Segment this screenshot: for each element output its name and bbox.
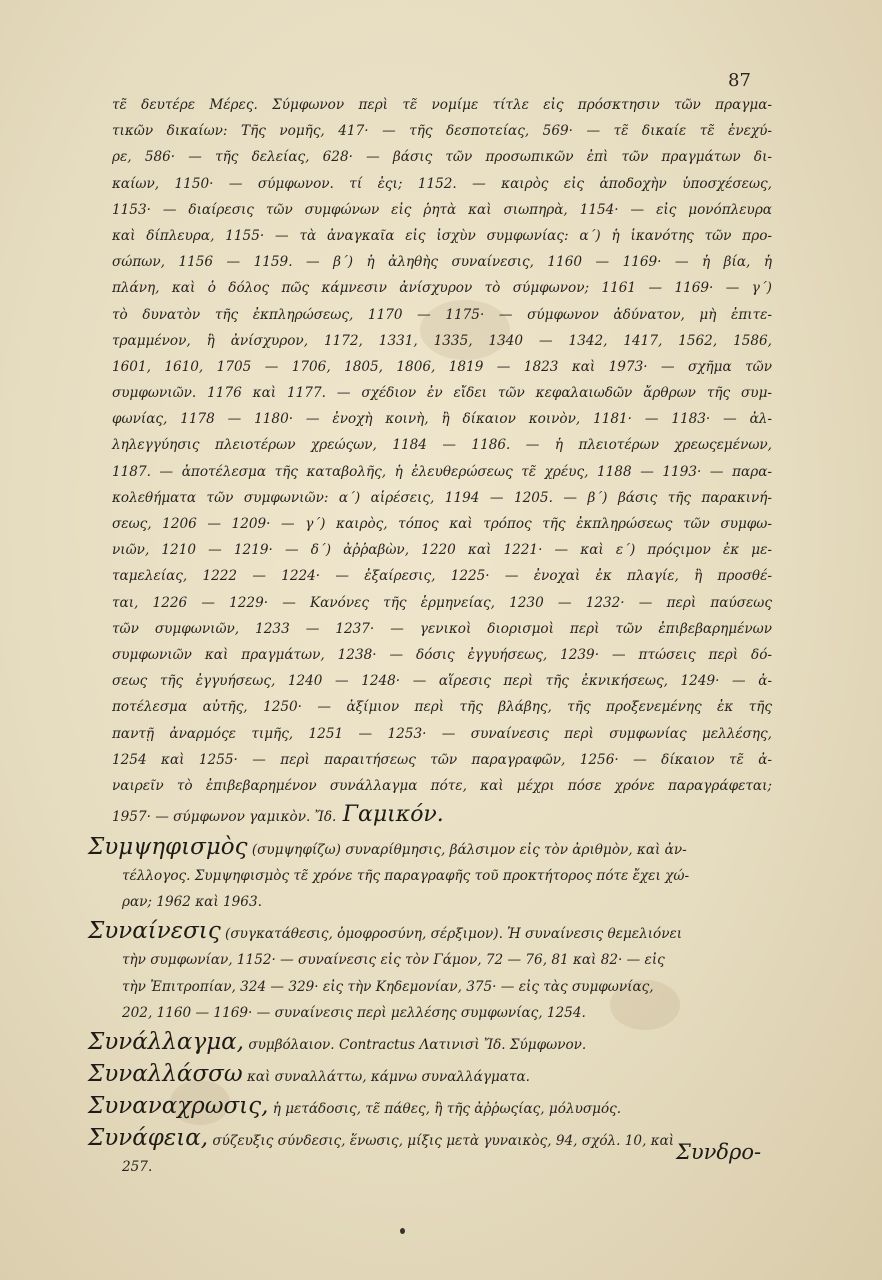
entry-line [88,1026,772,1058]
entry-continuation-line: τὴν Ἐπιτροπίαν, 324 — 329· εἰς τὴν Κηδεμονίαν, 375· — εἰς τὰς συμφωνίας, [122,978,654,995]
entry-line [88,1058,772,1090]
text-line: πλάνη, καὶ ὁ δόλος πῶς κάμνεσιν ἀνίσχυρον τὸ σύμφωνον; 1161 — 1169· — γ´) [112,280,772,297]
entry-line [88,915,772,947]
text-line: φωνίας, 1178 — 1180· — ἐνοχὴ κοινὴ, ἢ δίκαιον κοινὸν, 1181· — 1183· — ἀλ- [112,411,772,428]
text-line: συμφωνιῶν καὶ πραγμάτων, 1238· — δόσις ἐγγυήσεως, 1239· — πτώσεις περὶ δό- [112,646,772,663]
text-line: 1601, 1610, 1705 — 1706, 1805, 1806, 1819 — 1823 καὶ 1973· — σχῆμα τῶν [112,358,772,375]
gamikon-crossref: Γαμικόν. [342,802,444,828]
entry-line [88,831,772,863]
text-line: τὸ δυνατὸν τῆς ἐκπληρώσεως, 1170 — 1175· — σύμφωνον ἀδύνατον, μὴ ἐπιτε- [112,306,772,323]
entry-continuation-line: 202, 1160 — 1169· — συναίνεσις περὶ μελλέσης συμφωνίας, 1254. [122,1004,586,1021]
entry-headword: Συνάφεια, [88,1125,209,1151]
entry-definition: (συγκατάθεσις, ὁμοφροσύνη, σέρξιμον). Ἡ συναίνεσις θεμελιόνει [225,926,683,943]
text-line: τε̃ δευτέρε Μέρες. Σύμφωνον περὶ τε̃ νομίμε τίτλε εἰς πρόσκτησιν τῶν πραγμα- [112,97,772,113]
page-number: 87 [728,70,751,91]
entries-list [88,831,772,1180]
text-line: τικῶν δικαίων: Τῆς νομῆς, 417· — τῆς δεσποτείας, 569· — τε̃ δικαίε τε̃ ἐνεχύ- [112,123,772,140]
entry-headword: Συνάλλαγμα, [88,1029,244,1055]
entry-continuation-line: 257. [122,1159,153,1175]
entry-line [88,1090,772,1122]
text-line: 1187. — ἀποτέλεσμα τῆς καταβολῆς, ἡ ἐλευθερώσεως τε̃ χρέυς, 1188 — 1193· — παρα- [112,463,772,480]
entry-definition: ἡ μετάδοσις, τε̃ πάθες, ἢ τῆς ἀῤῥωςίας, μόλυσμός. [272,1101,622,1117]
gamikon-line [112,799,772,831]
entry-headword: Συναλλάσσω [88,1061,243,1087]
entry-continuation-line: τὴν συμφωνίαν, 1152· — συναίνεσις εἰς τὸν Γάμον, 72 — 76, 81 καὶ 82· — εἰς [122,952,665,969]
continued-entry [112,92,772,799]
text-line: τραμμένον, ἢ ἀνίσχυρον, 1172, 1331, 1335, 1340 — 1342, 1417, 1562, 1586, [112,332,772,349]
ink-dot [400,1228,405,1234]
entry-definition: σύζευξις σύνδεσις, ἕνωσις, μίξις μετὰ γυναικὸς, 94, σχόλ. 10, καὶ [212,1133,675,1149]
entry-definition: συμβόλαιον. Contractus Λατινισὶ Ἴδ. Σύμφωνον. [248,1037,587,1053]
text-line: ναιρεῖν τὸ ἐπιβεβαρημένον συνάλλαγμα πότε, καὶ μέχρι πόσε χρόνε παραγράφεται; [112,777,772,794]
text-line: τῶν συμφωνιῶν, 1233 — 1237· — γενικοὶ διορισμοὶ περὶ τῶν ἐπιβεβαρημένων [112,620,772,637]
text-line: 1254 καὶ 1255· — περὶ παραιτήσεως τῶν παραγραφῶν, 1256· — δίκαιον τε̃ ἀ- [112,751,772,768]
entry-headword: Συμψηφισμὸς [88,834,248,861]
entry-continuation-line: τέλλογος. Συμψηφισμὸς τε̃ χρόνε τῆς παραγραφῆς τοῦ προκτήτορος πότε ἔχει χώ- [122,868,690,885]
entry-headword: Συναίνεσις [88,918,221,945]
text-line: καίων, 1150· — σύμφωνον. τί ἐςι; 1152. — καιρὸς εἰς ἀποδοχὴν ὑποσχέσεως, [112,175,772,192]
entry-continuation-line: ραν; 1962 καὶ 1963. [122,894,262,911]
catchword: Συνδρο- [676,1140,762,1164]
text-line: ταμελείας, 1222 — 1224· — ἐξαίρεσις, 1225· — ἐνοχαὶ ἐκ πλαγίε, ἢ προσθέ- [112,568,772,585]
text-line: ται, 1226 — 1229· — Κανόνες τῆς ἑρμηνείας, 1230 — 1232· — περὶ παύσεως [112,594,772,611]
text-line: σεως τῆς ἐγγυήσεως, 1240 — 1248· — αἵρεσις περὶ τῆς ἐκνικήσεως, 1249· — ἀ- [112,673,772,690]
entry-headword: Συναναχρωσις, [88,1093,269,1119]
entry-line [88,1122,772,1154]
index-text [88,92,772,1180]
text-line: ρε, 586· — τῆς δελείας, 628· — βάσις τῶν προσωπικῶν ἐπὶ τῶν πραγμάτων δι- [112,149,772,166]
text-line: συμφωνιῶν. 1176 καὶ 1177. — σχέδιον ἐν εἴδει τῶν κεφαλαιωδῶν ἄρθρων τῆς συμ- [112,385,772,402]
text-line: ληλεγγύησις πλειοτέρων χρεώςων, 1184 — 1186. — ἡ πλειοτέρων χρεωςεμένων, [112,437,772,454]
entry-definition: καὶ συναλλάττω, κάμνω συναλλάγματα. [246,1069,531,1085]
text-line: σεως, 1206 — 1209· — γ´) καιρὸς, τόπος καὶ τρόπος τῆς ἐκπληρώσεως τῶν συμφω- [112,516,772,532]
text-line: σώπων, 1156 — 1159. — β´) ἡ ἀληθὴς συναίνεσις, 1160 — 1169· — ἡ βία, ἡ [112,254,772,271]
text-line: ποτέλεσμα αὐτῆς, 1250· — ἀξίμιον περὶ τῆς βλάβης, τῆς προξενεμένης ἐκ τῆς [112,699,772,716]
entry-definition: (συμψηφίζω) συναρίθμησις, βάλσιμον εἰς τὸν ἀριθμὸν, καὶ ἀν- [251,842,687,859]
text-line: 1153· — διαίρεσις τῶν συμφώνων εἰς ῥητὰ καὶ σιωπηρὰ, 1154· — εἰς μονόπλευρα [112,201,772,218]
gamikon-text: 1957· — σύμφωνον γαμικὸν. Ἴδ. [112,809,337,826]
text-line: παντῇ ἀναρμόςε τιμῆς, 1251 — 1253· — συναίνεσις περὶ συμφωνίας μελλέσης, [112,725,772,742]
text-line: καὶ δίπλευρα, 1155· — τὰ ἀναγκαῖα εἰς ἰσχὺν συμφωνίας: α´) ἡ ἱκανότης τῶν προ- [112,227,772,244]
text-line: κολεθήματα τῶν συμφωνιῶν: α´) αἱρέσεις, 1194 — 1205. — β´) βάσις τῆς παρακινή- [112,489,772,506]
text-line: νιῶν, 1210 — 1219· — δ´) ἀῤῥαβὼν, 1220 καὶ 1221· — καὶ ε´) πρόςιμον ἐκ με- [112,542,772,559]
